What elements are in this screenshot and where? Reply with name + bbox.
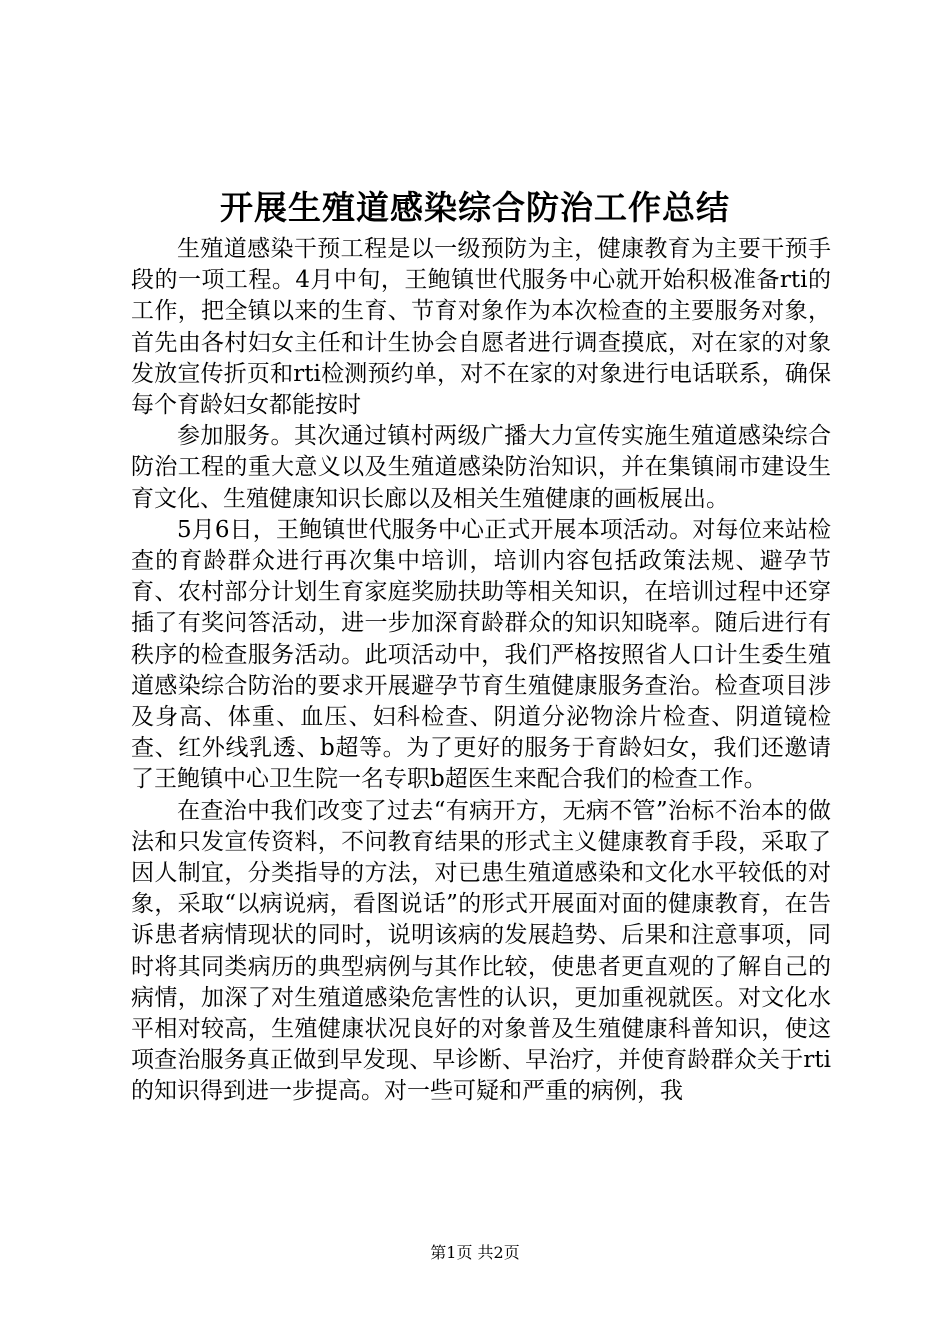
paragraph: 生殖道感染干预工程是以一级预防为主，健康教育为主要干预手段的一项工程。4月中旬，王鲍镇世代服务中心就开始积极准备rti的工作，把全镇以来的生育、节育对象作为本次检查的主要服务对象，首先由各村妇女主任和计生协会自愿者进行调查摸底，对在家的对象发放宣传折页和rti检测预约单，对不在家的对象进行电话联系，确保每个育龄妇女都能按时 [131,236,831,419]
paragraph: 在查治中我们改变了过去“有病开方，无病不管”治标不治本的做法和只发宣传资料，不问教育结果的形式主义健康教育手段，采取了因人制宜，分类指导的方法，对已患生殖道感染和文化水平较低的对象，采取“以病说病，看图说话”的形式开展面对面的健康教育，在告诉患者病情现状的同时，说明该病的发展趋势、后果和注意事项，同时将其同类病历的典型病例与其作比较，使患者更直观的了解自己的病情，加深了对生殖道感染危害性的认识，更加重视就医。对文化水平相对较高，生殖健康状况良好的对象普及生殖健康科普知识，使这项查治服务真正做到早发现、早诊断、早治疗，并使育龄群众关于rti的知识得到进一步提高。对一些可疑和严重的病例，我 [131,797,831,1105]
page-footer: 第1页 共2页 [430,1243,520,1262]
paragraph: 参加服务。其次通过镇村两级广播大力宣传实施生殖道感染综合防治工程的重大意义以及生殖道感染防治知识，并在集镇闹市建设生育文化、生殖健康知识长廊以及相关生殖健康的画板展出。 [131,423,831,512]
document-title: 开展生殖道感染综合防治工作总结 [220,188,730,227]
document-body [131,234,831,1108]
paragraph: 5月6日，王鲍镇世代服务中心正式开展本项活动。对每位来站检查的育龄群众进行再次集中培训，培训内容包括政策法规、避孕节育、农村部分计划生育家庭奖励扶助等相关知识，在培训过程中还穿插了有奖问答活动，进一步加深育龄群众的知识知晓率。随后进行有秩序的检查服务活动。此项活动中，我们严格按照省人口计生委生殖道感染综合防治的要求开展避孕节育生殖健康服务查治。检查项目涉及身高、体重、血压、妇科检查、阴道分泌物涂片检查、阴道镜检查、红外线乳透、b超等。为了更好的服务于育龄妇女，我们还邀请了王鲍镇中心卫生院一名专职b超医生来配合我们的检查工作。 [131,516,831,793]
